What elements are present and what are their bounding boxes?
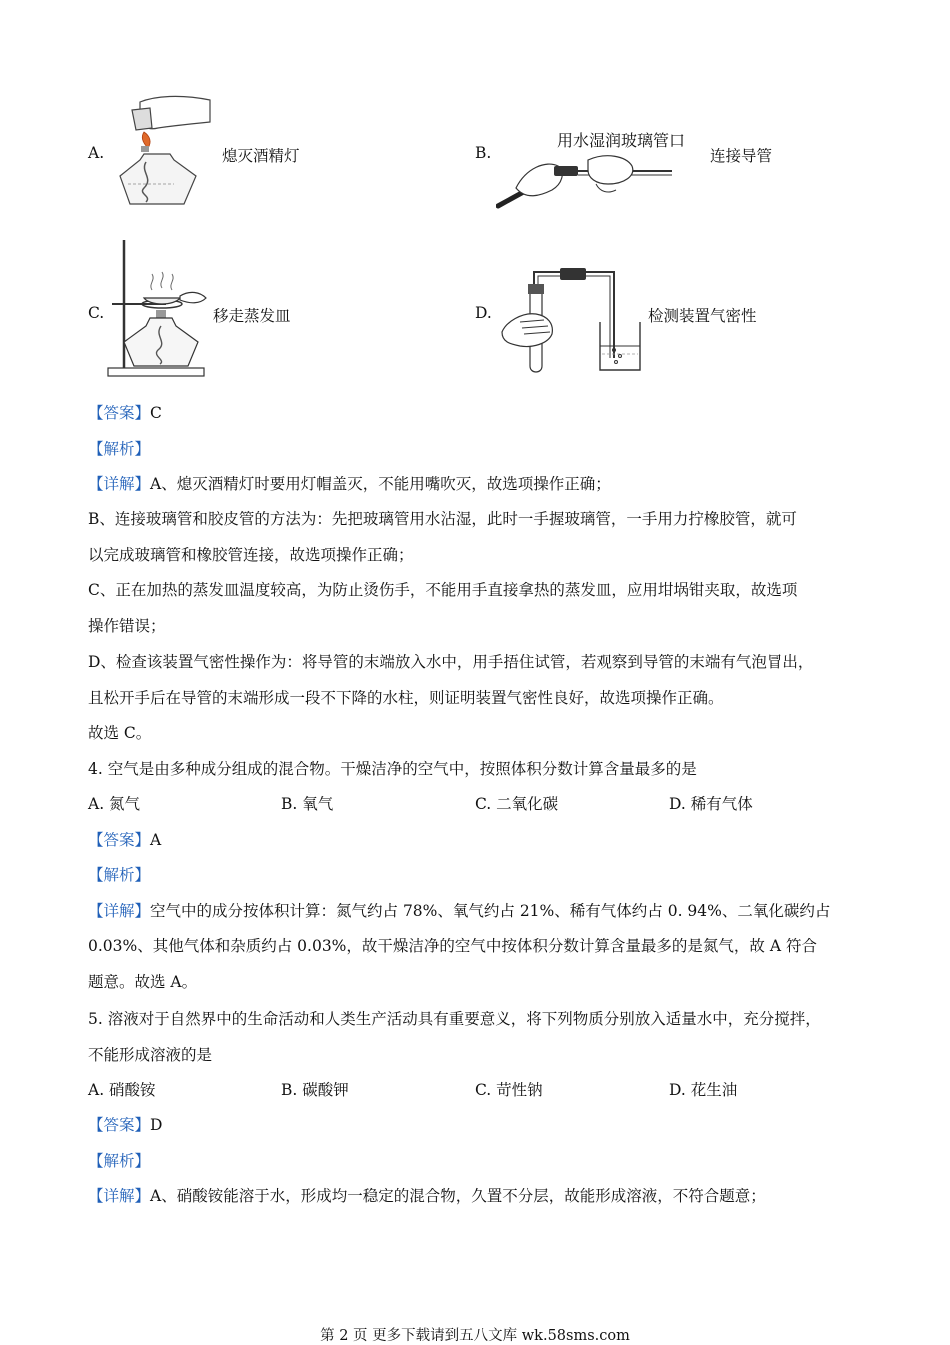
q5-option-a: A. 硝酸铵 <box>88 1081 156 1099</box>
q4-option-c: C. 二氧化碳 <box>475 795 559 813</box>
figure-remove-evaporating-dish <box>106 238 210 378</box>
q5-detail-row <box>88 1184 766 1206</box>
q3-answer-value: C <box>150 404 162 422</box>
q4-detail-line: 空气中的成分按体积计算：氮气约占 78%、氧气约占 21%、稀有气体约占 0. 94%、二氧化碳约占 <box>150 902 831 920</box>
q4-detail-tag: 【详解】 <box>88 902 151 920</box>
option-d-letter: D. <box>475 304 492 322</box>
page-footer: 第 2 页 更多下载请到五八文库 wk.58sms.com <box>320 1328 630 1344</box>
option-a-caption: 熄灭酒精灯 <box>222 147 300 165</box>
q5-stem-line: 5. 溶液对于自然界中的生命活动和人类生产活动具有重要意义，将下列物质分别放入适量水中，充分搅拌， <box>88 1010 821 1028</box>
q3-answer-tag: 【答案】 <box>88 404 151 422</box>
q3-detail-row <box>88 472 611 494</box>
q5-detail-line: A、硝酸铵能溶于水，形成均一稳定的混合物，久置不分层，故能形成溶液，不符合题意； <box>150 1187 766 1205</box>
q5-answer-value: D <box>150 1116 163 1134</box>
q4-answer-tag: 【答案】 <box>88 831 151 849</box>
q3-detail-line: A、熄灭酒精灯时要用灯帽盖灭，不能用嘴吹灭，故选项操作正确； <box>150 475 611 493</box>
q4-option-d: D. 稀有气体 <box>669 795 753 813</box>
q4-option-a: A. 氮气 <box>88 795 141 813</box>
q4-detail-line: 0.03%、其他气体和杂质约占 0.03%，故干燥洁净的空气中按体积分数计算含量最多的是氮气，故 A 符合 <box>88 937 817 955</box>
q5-detail-tag: 【详解】 <box>88 1187 151 1205</box>
q3-detail-line: 以完成玻璃管和橡胶管连接，故选项操作正确； <box>88 546 414 564</box>
option-c-caption: 移走蒸发皿 <box>213 307 291 325</box>
q3-answer-row <box>88 401 162 423</box>
q4-answer-row <box>88 828 161 850</box>
figure-extinguish-lamp <box>110 92 214 210</box>
q4-detail-line: 题意。故选 A。 <box>88 973 198 991</box>
q3-detail-tag: 【详解】 <box>88 475 151 493</box>
q3-detail-line: B、连接玻璃管和胶皮管的方法为：先把玻璃管用水沾湿，此时一手握玻璃管，一手用力拧橡胶管，就可 <box>88 510 797 528</box>
q5-option-d: D. 花生油 <box>669 1081 738 1099</box>
q4-stem: 4. 空气是由多种成分组成的混合物。干燥洁净的空气中，按照体积分数计算含量最多的是 <box>88 760 697 778</box>
figure-b-inner-label: 用水湿润玻璃管口 <box>557 131 686 150</box>
q5-stem-line: 不能形成溶液的是 <box>88 1046 213 1064</box>
q3-detail-line: C、正在加热的蒸发皿温度较高，为防止烫伤手，不能用手直接拿热的蒸发皿，应用坩埚钳夹取，故选项 <box>88 581 798 599</box>
q4-analysis-tag: 【解析】 <box>88 866 151 884</box>
option-b-letter: B. <box>475 144 492 162</box>
q3-analysis-tag: 【解析】 <box>88 440 151 458</box>
q4-answer-value: A <box>150 831 162 849</box>
q5-answer-row <box>88 1113 162 1135</box>
figure-connect-tube <box>496 148 676 212</box>
q3-detail-line: 且松开手后在导管的末端形成一段不下降的水柱，则证明装置气密性良好，故选项操作正确。 <box>88 689 724 707</box>
q4-option-b: B. 氧气 <box>281 795 334 813</box>
figure-airtightness-check <box>496 262 648 376</box>
option-d-caption: 检测装置气密性 <box>648 307 757 325</box>
option-b-caption: 连接导管 <box>710 147 773 165</box>
q5-option-b: B. 碳酸钾 <box>281 1081 349 1099</box>
q5-analysis-tag: 【解析】 <box>88 1152 151 1170</box>
q4-detail-row <box>88 899 830 921</box>
q3-detail-line: D、检查该装置气密性操作为：将导管的末端放入水中，用手捂住试管，若观察到导管的末端有气泡冒出， <box>88 653 814 671</box>
q3-conclusion: 故选 C。 <box>88 724 152 742</box>
q5-answer-tag: 【答案】 <box>88 1116 151 1134</box>
q3-detail-line: 操作错误； <box>88 617 166 635</box>
q5-option-c: C. 苛性钠 <box>475 1081 543 1099</box>
option-c-letter: C. <box>88 304 105 322</box>
option-a-letter: A. <box>88 144 105 162</box>
